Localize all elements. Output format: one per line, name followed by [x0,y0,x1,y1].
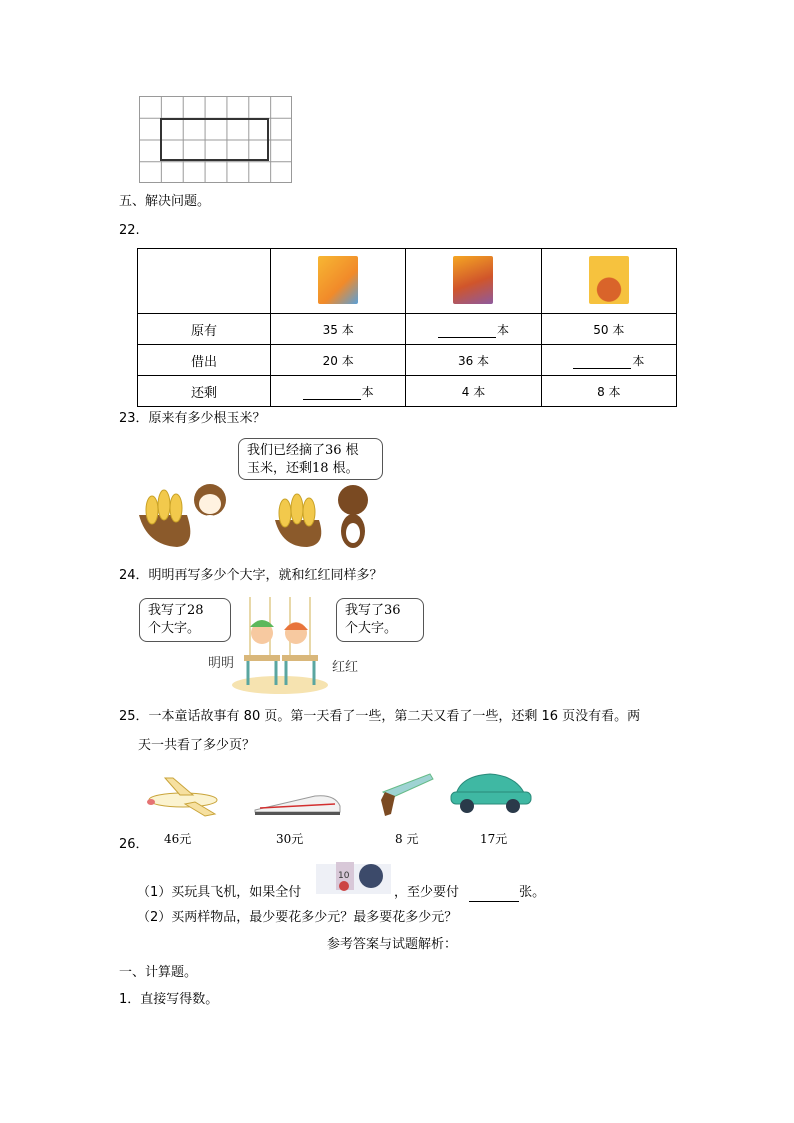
toys-illustration [145,770,535,820]
question-26-number: 26． [119,837,149,852]
bubble-line-1: 我写了36 [345,603,401,618]
book-cover-xiyouji-icon [453,256,493,304]
monkey-bear-corn-illustration [137,475,377,555]
unit: 本 [361,384,374,399]
row-label-original: 原有 [138,314,271,345]
book-cover-1-icon [318,256,358,304]
question-25-line-2: 天一共看了多少页？ [138,738,256,753]
price-car: 17元 [480,832,508,846]
book-cell-3 [541,249,676,314]
bubble-line-2: 个大字。 [148,621,201,636]
question-26-part-2: （2）买两样物品，最少要花多少元？最多要花多少元？ [137,910,458,925]
cell: 20 本 [271,345,406,376]
cell-blank[interactable] [406,314,541,345]
name-honghong: 红红 [332,660,359,675]
empty-header-cell [138,249,271,314]
question-26-part-1-after [394,884,545,902]
students-at-desks-illustration [230,595,330,695]
price-toy-gun: 8 元 [395,832,419,846]
toy-gun-icon [381,774,433,816]
section-title-solve-problems: 五、解决问题。 [119,194,211,209]
question-26-part-1-before: （1）买玩具飞机，如果全付 [137,885,302,900]
cell: 4 本 [406,376,541,407]
answers-section-1: 一、计算题。 [119,965,198,980]
bubble-line-1: 我写了28 [148,603,204,618]
price-airplane: 46元 [164,832,192,846]
name-mingming: 明明 [208,656,235,671]
book-cover-bears-icon [589,256,629,304]
question-22-number: 22. [119,223,140,238]
speech-bubble-corn [238,438,383,480]
svg-text:10: 10 [338,871,350,881]
ten-yuan-banknote-icon [316,858,391,894]
grid-rectangle [160,118,269,161]
speech-bubble-honghong [336,598,424,642]
book-cell-2 [406,249,541,314]
cell: 8 本 [541,376,676,407]
speech-bubble-mingming [139,598,231,642]
cell-blank[interactable] [271,376,406,407]
book-cell-1 [271,249,406,314]
unit: 本 [496,322,509,337]
bubble-line-2: 个大字。 [345,621,398,636]
question-23: 23．原来有多少根玉米？ [119,411,266,426]
cell: 35 本 [271,314,406,345]
answer-blank[interactable] [438,325,496,338]
bubble-line-2: 玉米，还剩18 根。 [247,461,359,476]
unit: 本 [632,353,645,368]
row-label-lent: 借出 [138,345,271,376]
cell-blank[interactable] [541,345,676,376]
books-table [137,248,677,407]
question-24: 24．明明再写多少个大字，就和红红同样多？ [119,568,383,583]
part-1-text: ，至少要付 [394,885,460,900]
answer-blank[interactable] [573,356,631,369]
answer-blank[interactable] [303,387,361,400]
cell: 50 本 [541,314,676,345]
answers-question-1: 1．直接写得数。 [119,992,219,1007]
airplane-icon [147,778,217,816]
car-icon [451,774,531,813]
bubble-line-1: 我们已经摘了36 根 [247,443,359,458]
cell: 36 本 [406,345,541,376]
price-train: 30元 [276,832,304,846]
question-25-line-1: 25．一本童话故事有 80 页。第一天看了一些，第二天又看了一些，还剩 16 页没有看。两 [119,709,641,724]
answer-blank[interactable] [469,889,519,902]
row-label-remaining: 还剩 [138,376,271,407]
answers-title: 参考答案与试题解析： [327,937,458,952]
train-icon [255,796,340,815]
unit: 张。 [519,885,546,900]
